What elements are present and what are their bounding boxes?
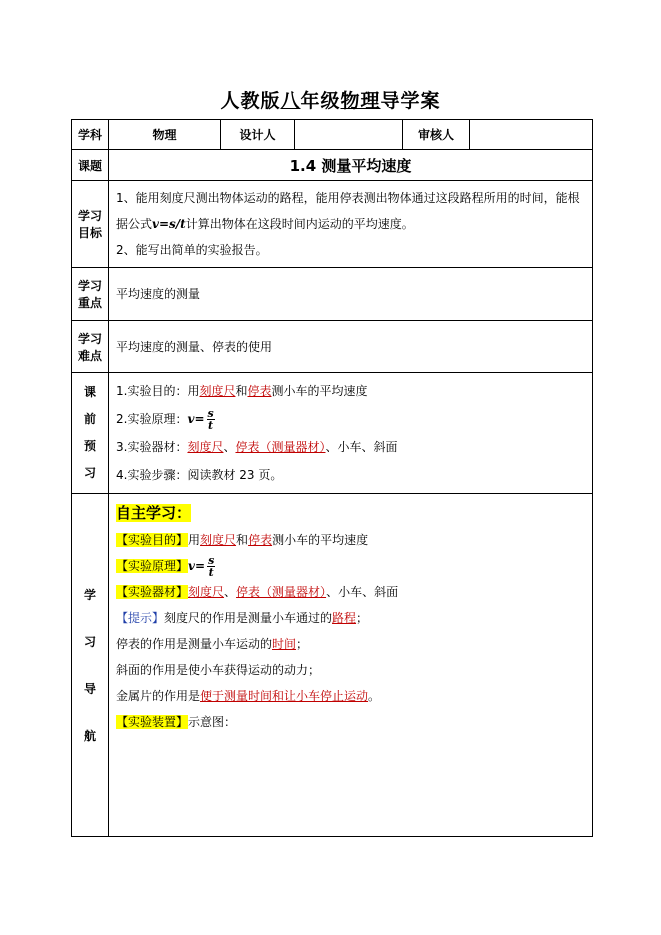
reviewer-label: 审核人	[403, 120, 470, 150]
guide-item-principle: 【实验原理】v= $\frac{s}{t}$	[116, 554, 215, 579]
lesson-row	[72, 150, 593, 181]
preview-item-3: 3.实验器材：刻度尺、停表（测量器材）、小车、斜面	[116, 440, 398, 454]
lesson-plan-table	[71, 119, 593, 837]
preview-item-4: 4.实验步骤：阅读教材 23 页。	[116, 468, 283, 482]
preview-content	[109, 373, 593, 494]
key-label: 学习 重点	[72, 268, 109, 321]
guide-item-stopwatch: 停表的作用是测量小车运动的时间；	[116, 637, 309, 651]
page-title: 人教版八年级物理导学案	[220, 90, 441, 112]
key-content: 平均速度的测量	[109, 268, 593, 321]
guide-item-purpose: 【实验目的】用刻度尺和停表测小车的平均速度	[116, 533, 369, 547]
reviewer-value	[470, 120, 593, 150]
goal-1: 1、能用刻度尺测出物体运动的路程，能用停表测出物体通过这段路程所用的时间，能根据公式v=s/t计算出物体在这段时间内运动的平均速度。	[116, 191, 580, 231]
preview-row	[72, 373, 593, 494]
goals-label: 学习 目标	[72, 181, 109, 268]
preview-item-2: 2.实验原理：v= $\frac{s}{t}$	[116, 407, 214, 432]
preview-item-1: 1.实验目的：用刻度尺和停表测小车的平均速度	[116, 384, 368, 398]
designer-value	[295, 120, 403, 150]
guide-item-equipment: 【实验器材】刻度尺、停表（测量器材）、小车、斜面	[116, 585, 399, 599]
fraction-s-over-t: $\frac{s}{t}$	[207, 407, 214, 432]
guide-item-hint: 【提示】刻度尺的作用是测量小车通过的路程；	[116, 611, 369, 625]
difficulty-row	[72, 321, 593, 373]
fraction-s-over-t-guide: $\frac{s}{t}$	[208, 554, 215, 579]
header-row	[72, 120, 593, 150]
lesson-label: 课题	[72, 150, 109, 181]
guide-item-slope: 斜面的作用是使小车获得运动的动力；	[116, 663, 321, 677]
guide-content	[109, 494, 593, 837]
subject-value: 物理	[109, 120, 221, 150]
difficulty-label: 学习 难点	[72, 321, 109, 373]
key-row	[72, 268, 593, 321]
preview-label: 课 前 预 习	[72, 373, 109, 494]
subject-label: 学科	[72, 120, 109, 150]
guide-item-metal: 金属片的作用是便于测量时间和让小车停止运动。	[116, 689, 381, 703]
guide-heading: 自主学习：	[116, 504, 192, 522]
goal-2: 2、能写出简单的实验报告。	[116, 243, 268, 257]
guide-label: 学 习 导 航	[72, 494, 109, 837]
goals-content	[109, 181, 593, 268]
designer-label: 设计人	[221, 120, 295, 150]
difficulty-content: 平均速度的测量、停表的使用	[109, 321, 593, 373]
lesson-title: 1.4 测量平均速度	[109, 150, 593, 181]
guide-item-setup: 【实验装置】示意图：	[116, 715, 237, 729]
guide-row	[72, 494, 593, 837]
goals-row	[72, 181, 593, 268]
